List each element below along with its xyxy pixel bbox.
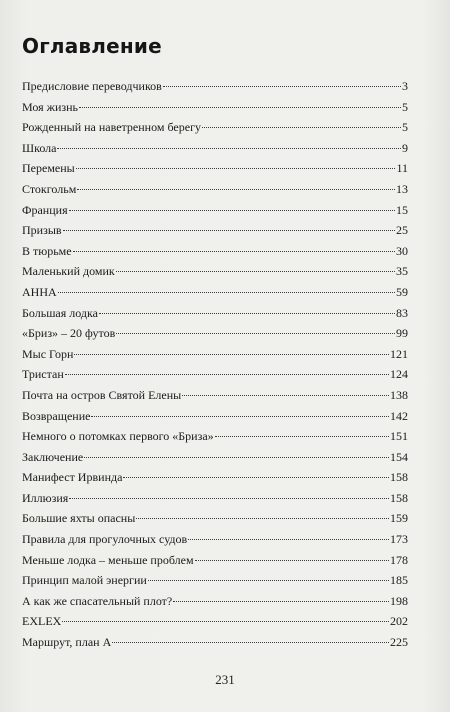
toc-dot-leader <box>65 374 389 375</box>
toc-entry <box>22 406 408 427</box>
toc-entry <box>22 200 408 221</box>
toc-entry-title: Меньше лодка – меньше проблем <box>22 552 194 567</box>
toc-entry-title: Стокгольм <box>22 181 77 196</box>
toc-dot-leader <box>79 107 401 108</box>
toc-entry-page: 158 <box>390 470 408 485</box>
toc-entry <box>22 282 408 303</box>
toc-entry-title: Перемены <box>22 161 75 176</box>
toc-dot-leader <box>58 292 395 293</box>
toc-entry-title: Маршрут, план А <box>22 635 112 650</box>
toc-entry-title: Тристан <box>22 367 64 382</box>
toc-entry-page: 158 <box>390 490 408 505</box>
toc-entry-page: 59 <box>396 284 408 299</box>
toc-entry-title: Почта на остров Святой Елены <box>22 387 182 402</box>
toc-entry <box>22 591 408 612</box>
toc-entry-page: 13 <box>396 181 408 196</box>
toc-entry <box>22 344 408 365</box>
toc-dot-leader <box>62 621 389 622</box>
toc-entry-page: 198 <box>390 593 408 608</box>
toc-dot-leader <box>188 539 389 540</box>
toc-entry-title: Франция <box>22 202 68 217</box>
toc-entry-title: Школа <box>22 140 57 155</box>
toc-dot-leader <box>215 436 389 437</box>
toc-entry <box>22 529 408 550</box>
toc-dot-leader <box>91 416 389 417</box>
toc-dot-leader <box>173 601 389 602</box>
page-number: 231 <box>215 672 235 687</box>
toc-entry-page: 35 <box>396 264 408 279</box>
toc-entry-title: А как же спасательный плот? <box>22 593 173 608</box>
toc-dot-leader <box>116 271 395 272</box>
toc-dot-leader <box>99 313 395 314</box>
toc-dot-leader <box>163 86 401 87</box>
toc-entry <box>22 303 408 324</box>
toc-entry-title: Призыв <box>22 223 62 238</box>
table-of-contents <box>22 76 408 653</box>
toc-entry <box>22 158 408 179</box>
toc-entry <box>22 323 408 344</box>
toc-entry <box>22 508 408 529</box>
toc-entry-title: Иллюзия <box>22 490 69 505</box>
toc-dot-leader <box>77 189 395 190</box>
toc-dot-leader <box>76 168 396 169</box>
toc-dot-leader <box>136 518 389 519</box>
toc-dot-leader <box>116 333 395 334</box>
toc-entry <box>22 179 408 200</box>
toc-entry-page: 5 <box>402 99 408 114</box>
toc-dot-leader <box>202 127 401 128</box>
toc-entry <box>22 385 408 406</box>
toc-entry <box>22 138 408 159</box>
toc-entry <box>22 611 408 632</box>
toc-entry-page: 138 <box>390 387 408 402</box>
toc-entry-title: В тюрьме <box>22 243 72 258</box>
toc-entry-title: Моя жизнь <box>22 99 79 114</box>
toc-entry-title: Правила для прогулочных судов <box>22 532 188 547</box>
toc-entry-title: Большие яхты опасны <box>22 511 136 526</box>
toc-entry <box>22 241 408 262</box>
toc-entry <box>22 220 408 241</box>
toc-entry-page: 173 <box>390 532 408 547</box>
toc-dot-leader <box>63 230 395 231</box>
toc-dot-leader <box>148 580 389 581</box>
toc-dot-leader <box>69 498 389 499</box>
toc-dot-leader <box>112 642 389 643</box>
toc-entry-title: Манифест Ирвинда <box>22 470 123 485</box>
toc-entry-page: 185 <box>390 573 408 588</box>
toc-dot-leader <box>195 560 389 561</box>
toc-entry-page: 3 <box>402 79 408 93</box>
toc-entry <box>22 364 408 385</box>
toc-entry-page: 154 <box>390 449 408 464</box>
toc-entry-title: Большая лодка <box>22 305 99 320</box>
toc-entry-page: 121 <box>390 346 408 361</box>
toc-entry-title: АННА <box>22 284 57 299</box>
toc-entry <box>22 467 408 488</box>
toc-entry <box>22 426 408 447</box>
toc-entry-page: 225 <box>390 635 408 650</box>
toc-entry-title: Предисловие переводчиков <box>22 79 162 93</box>
toc-entry <box>22 570 408 591</box>
toc-entry-title: Принцип малой энергии <box>22 573 147 588</box>
toc-entry-page: 99 <box>396 326 408 341</box>
toc-entry <box>22 550 408 571</box>
toc-dot-leader <box>69 210 395 211</box>
toc-entry-title: EXLEX <box>22 614 62 629</box>
toc-entry-title: Возвращение <box>22 408 91 423</box>
toc-entry-page: 159 <box>390 511 408 526</box>
toc-entry <box>22 117 408 138</box>
toc-entry-page: 202 <box>390 614 408 629</box>
toc-entry <box>22 97 408 118</box>
page-title: Оглавление <box>22 34 162 58</box>
toc-entry-title: «Бриз» – 20 футов <box>22 326 116 341</box>
toc-entry-page: 124 <box>390 367 408 382</box>
toc-entry-page: 30 <box>396 243 408 258</box>
toc-entry-title: Мыс Горн <box>22 346 74 361</box>
toc-entry-title: Маленький домик <box>22 264 115 279</box>
toc-entry <box>22 447 408 468</box>
toc-entry-page: 15 <box>396 202 408 217</box>
toc-dot-leader <box>84 457 389 458</box>
toc-entry <box>22 261 408 282</box>
toc-entry <box>22 632 408 653</box>
toc-entry-page: 142 <box>390 408 408 423</box>
toc-entry-title: Рожденный на наветренном берегу <box>22 120 201 135</box>
toc-entry-title: Немного о потомках первого «Бриза» <box>22 429 214 444</box>
toc-dot-leader <box>182 395 389 396</box>
toc-dot-leader <box>73 251 395 252</box>
toc-entry-title: Заключение <box>22 449 84 464</box>
toc-dot-leader <box>57 148 401 149</box>
toc-entry-page: 25 <box>396 223 408 238</box>
toc-entry-page: 5 <box>402 120 408 135</box>
toc-dot-leader <box>74 354 389 355</box>
toc-entry <box>22 76 408 97</box>
toc-entry-page: 9 <box>402 140 408 155</box>
toc-entry-page: 83 <box>396 305 408 320</box>
toc-entry-page: 151 <box>390 429 408 444</box>
toc-entry <box>22 488 408 509</box>
toc-entry-page: 178 <box>390 552 408 567</box>
toc-entry-page: 11 <box>396 161 408 176</box>
toc-dot-leader <box>123 477 389 478</box>
